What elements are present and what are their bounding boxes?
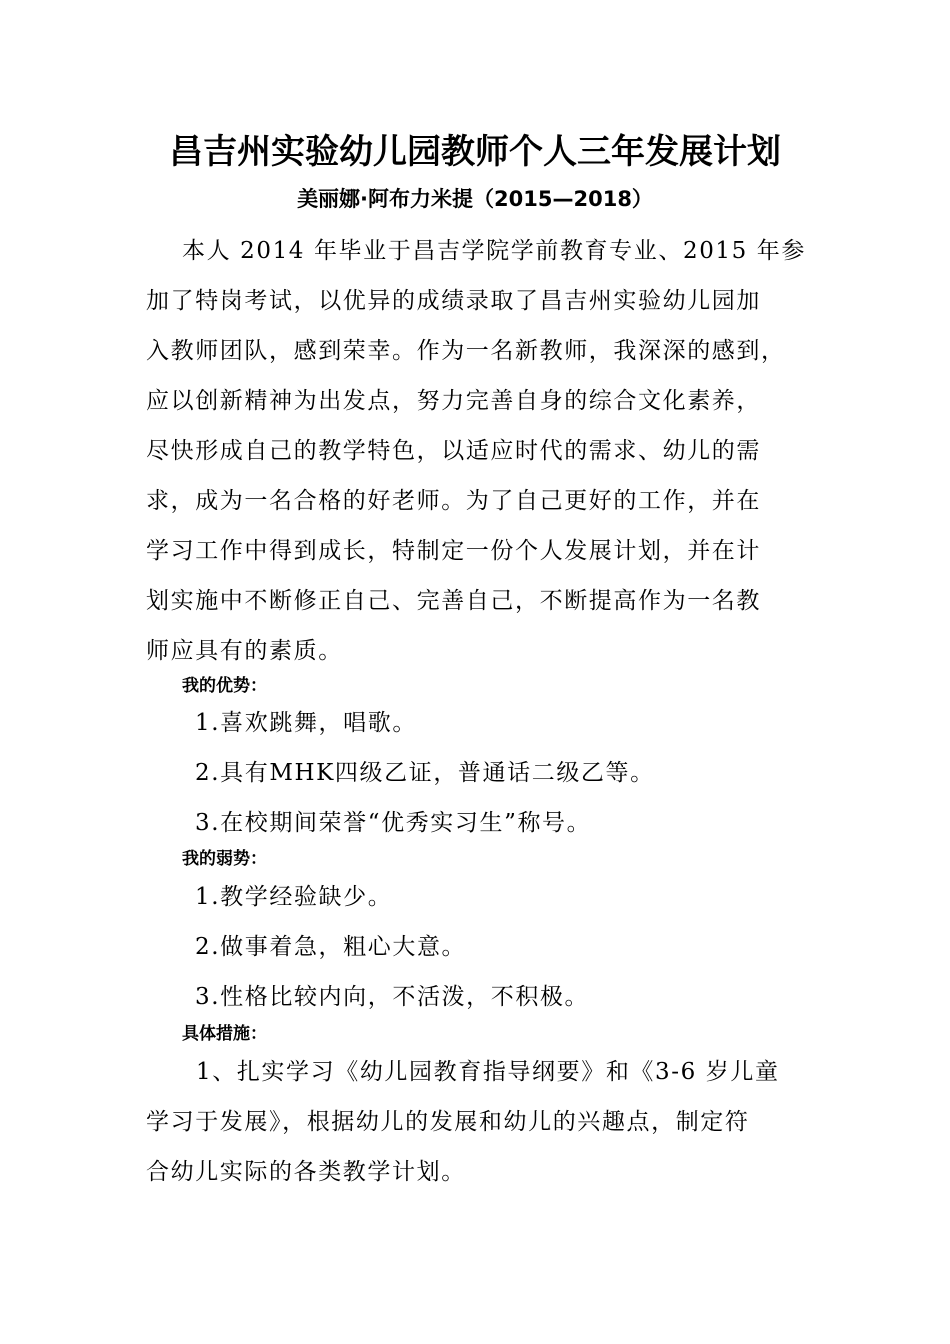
weakness-item: 3.性格比较内向，不活泼，不积极。	[195, 984, 590, 1010]
weaknesses-heading: 我的弱势：	[182, 849, 267, 869]
measures-line: 合幼儿实际的各类教学计划。	[146, 1159, 466, 1185]
weakness-item: 2.做事着急，粗心大意。	[195, 934, 467, 960]
measures-line: 学习于发展》，根据幼儿的发展和幼儿的兴趣点，制定符	[146, 1109, 750, 1135]
weakness-item: 1.教学经验缺少。	[195, 884, 393, 910]
measures-heading: 具体措施：	[182, 1024, 267, 1044]
intro-line: 入教师团队，感到荣幸。作为一名新教师，我深深的感到，	[146, 338, 786, 364]
document-title: 昌吉州实验幼儿园教师个人三年发展计划	[169, 132, 781, 172]
strength-item: 3.在校期间荣誉“优秀实习生”称号。	[195, 810, 592, 836]
strengths-heading: 我的优势：	[182, 676, 267, 696]
strength-item: 2.具有MHK四级乙证，普通话二级乙等。	[195, 760, 655, 786]
intro-line: 加了特岗考试，以优异的成绩录取了昌吉州实验幼儿园加	[146, 288, 761, 314]
intro-line: 师应具有的素质。	[146, 638, 343, 664]
intro-line: 应以创新精神为出发点，努力完善自身的综合文化素养，	[146, 388, 761, 414]
intro-line: 划实施中不断修正自己、完善自己，不断提高作为一名教	[146, 588, 761, 614]
intro-line: 尽快形成自己的教学特色，以适应时代的需求、幼儿的需	[146, 438, 761, 464]
measures-paragraph	[146, 1047, 816, 1197]
intro-line: 学习工作中得到成长，特制定一份个人发展计划，并在计	[146, 538, 761, 564]
strength-item: 1.喜欢跳舞，唱歌。	[195, 710, 417, 736]
document-subtitle: 美丽娜·阿布力米提（2015—2018）	[297, 187, 653, 211]
intro-paragraph	[146, 226, 816, 676]
intro-line: 本人 2014 年毕业于昌吉学院学前教育专业、2015 年参	[182, 238, 806, 264]
measures-line: 1、扎实学习《幼儿园教育指导纲要》和《3-6 岁儿童	[196, 1059, 780, 1085]
intro-line: 求，成为一名合格的好老师。为了自己更好的工作，并在	[146, 488, 761, 514]
